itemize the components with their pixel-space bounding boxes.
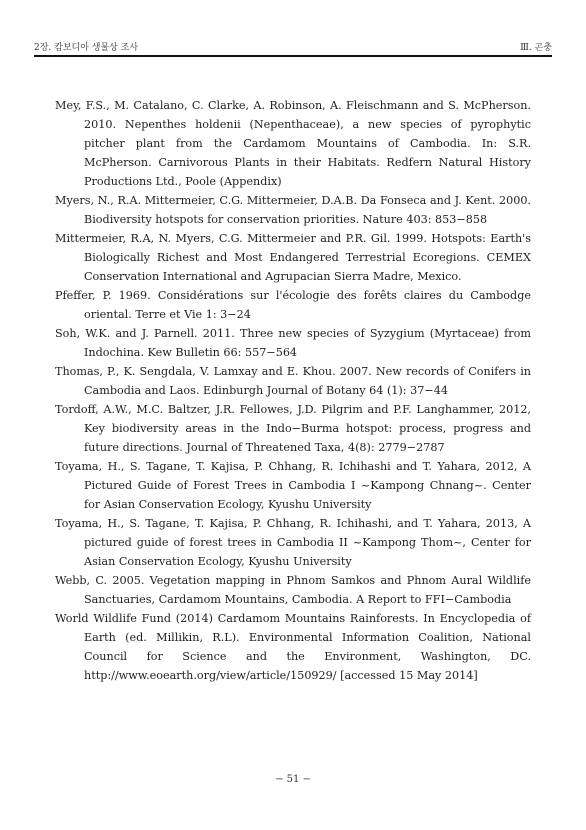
reference-entry: Webb, C. 2005. Vegetation mapping in Phnom Samkos and Phnom Aural Wildlife Sanctuaries, Cardamom Mountains, Cambodia. A Report to FFI−Cambodia [55,574,531,606]
reference-entry: World Wildlife Fund (2014) Cardamom Mountains Rainforests. In Encyclopedia of Earth (ed. Millikin, R.L). Environmental Information Coalition, National Council for Science and the Environment, Washington, DC. http://www.eoearth.org/view/article/150929/ [accessed 15 May 2014] [55,612,531,682]
page-header [34,36,552,54]
chapter-title: 2장. 캄보디아 생물상 조사 [34,43,139,53]
page-number: − 51 − [275,774,311,785]
reference-entry: Pfeffer, P. 1969. Considérations sur l'écologie des forêts claires du Cambodge oriental. Terre et Vie 1: 3−24 [55,289,531,321]
reference-entry: Soh, W.K. and J. Parnell. 2011. Three new species of Syzygium (Myrtaceae) from Indochina. Kew Bulletin 66: 557−564 [55,327,531,359]
reference-entry: Toyama, H., S. Tagane, T. Kajisa, P. Chhang, R. Ichihashi, and T. Yahara, 2013, A pictured guide of forest trees in Cambodia II ~Kampong Thom~, Center for Asian Conservation Ecology, Kyushu University [55,517,531,568]
reference-entry: Myers, N., R.A. Mittermeier, C.G. Mittermeier, D.A.B. Da Fonseca and J. Kent. 2000. Biodiversity hotspots for conservation priorities. Nature 403: 853−858 [55,194,531,226]
reference-entry: Mey, F.S., M. Catalano, C. Clarke, A. Robinson, A. Fleischmann and S. McPherson. 2010. Nepenthes holdenii (Nepenthaceae), a new species of pyrophytic pitcher plant from the Cardamom Mountains of Cambodia. In: S.R. McPherson. Carnivorous Plants in their Habitats. Redfern Natural History Productions Ltd., Poole (Appendix) [55,99,531,188]
section-title: Ⅲ. 곤충 [520,43,552,53]
header-rule [34,55,552,57]
reference-entry: Thomas, P., K. Sengdala, V. Lamxay and E. Khou. 2007. New records of Conifers in Cambodia and Laos. Edinburgh Journal of Botany 64 (1): 37−44 [55,365,531,397]
reference-entry: Tordoff, A.W., M.C. Baltzer, J.R. Fellowes, J.D. Pilgrim and P.F. Langhammer, 2012, Key biodiversity areas in the Indo−Burma hotspot: process, progress and future directions. Journal of Threatened Taxa, 4(8): 2779−2787 [55,403,531,454]
reference-entry: Mittermeier, R.A, N. Myers, C.G. Mittermeier and P.R. Gil. 1999. Hotspots: Earth's Biologically Richest and Most Endangered Terrestrial Ecoregions. CEMEX Conservation International and Agrupacian Sierra Madre, Mexico. [55,232,531,283]
reference-entry: Toyama, H., S. Tagane, T. Kajisa, P. Chhang, R. Ichihashi and T. Yahara, 2012, A Pictured Guide of Forest Trees in Cambodia I ~Kampong Chnang~. Center for Asian Conservation Ecology, Kyushu University [55,460,531,511]
reference-list [55,96,531,685]
